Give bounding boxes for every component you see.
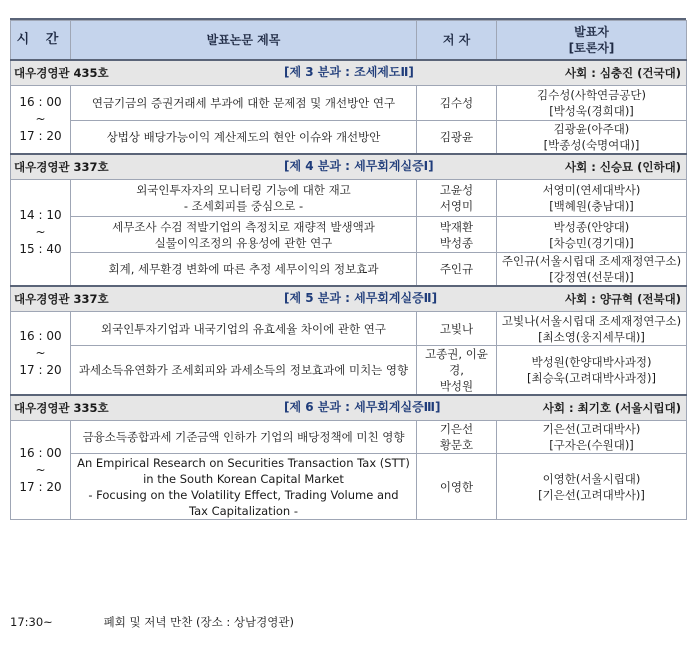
header-row	[11, 21, 687, 61]
paper-title-line: 세무조사 수검 적발기업의 측정치로 재량적 발생액과	[112, 219, 375, 234]
session-title: [제 4 분과 : 세무회계실증Ⅰ]	[284, 159, 434, 173]
presenter-discussant	[497, 217, 687, 253]
session-time-line: 16 : 00	[19, 445, 62, 460]
session-room: 대우경영관 337호	[14, 160, 109, 174]
paper-row	[11, 217, 687, 253]
schedule-body	[11, 60, 687, 520]
header-presenter-line2: [토론자]	[568, 41, 615, 55]
paper-title-line: 외국인투자기업과 내국기업의 유효세율 차이에 관한 연구	[101, 321, 386, 336]
author-name: 박성종	[439, 235, 474, 250]
presenter: 기은선(고려대박사)	[542, 422, 641, 436]
paper-authors	[417, 121, 497, 155]
paper-title	[71, 346, 417, 396]
footer	[10, 614, 294, 630]
paper-title	[71, 421, 417, 454]
author-name: 고빛나	[439, 321, 474, 336]
presenter-discussant	[497, 86, 687, 121]
discussant: [박종성(숙명여대)]	[543, 138, 640, 152]
paper-row	[11, 121, 687, 155]
session-time-line: 14 : 10	[19, 208, 62, 222]
session-chair: 사회 : 심충진 (건국대)	[565, 66, 681, 80]
presenter-discussant	[497, 454, 687, 520]
presenter: 고빛나(서울시립대 조세재정연구소)	[501, 313, 682, 328]
paper-title	[71, 180, 417, 217]
session-header-row	[11, 154, 687, 180]
paper-title-line: in the South Korean Capital Market	[143, 471, 344, 486]
paper-title-line: 회계, 세무환경 변화에 따른 추정 세무이익의 정보효과	[108, 262, 379, 276]
presenter-discussant	[497, 180, 687, 217]
schedule-table	[10, 20, 687, 520]
author-name: 고윤성	[439, 183, 474, 197]
author-name: 기은선	[439, 422, 474, 436]
author-name: 이영한	[439, 479, 474, 494]
author-name: 김광윤	[439, 130, 474, 144]
session-header-inner	[14, 287, 683, 311]
paper-title-line: 실물이익조정의 유용성에 관한 연구	[154, 235, 333, 250]
session-time	[11, 86, 71, 155]
paper-title-line: Tax Capitalization -	[188, 503, 299, 518]
discussant: [백혜원(충남대)]	[549, 199, 634, 213]
session-time-line: 17 : 20	[19, 479, 62, 494]
discussant: [강정연(선문대)]	[549, 270, 634, 284]
author-name: 황문호	[439, 438, 474, 452]
session-header	[11, 154, 687, 180]
footer-text: 폐회 및 저녁 만찬 (장소 : 상남경영관)	[103, 615, 294, 629]
session-time-line: ~	[35, 462, 46, 477]
paper-title-line: 연금기금의 증권거래세 부과에 대한 문제점 및 개선방안 연구	[91, 96, 396, 110]
discussant: [차승민(경기대)]	[549, 235, 634, 250]
session-header	[11, 286, 687, 312]
session-header-inner	[14, 155, 683, 179]
header-presenter	[497, 21, 687, 61]
author-name: 김수성	[439, 96, 474, 110]
author-name: 고종권, 이윤경,	[425, 347, 488, 377]
presenter: 서영미(연세대박사)	[542, 183, 641, 197]
footer-time: 17:30~	[10, 615, 53, 629]
session-time-line: ~	[35, 225, 46, 239]
session-time	[11, 180, 71, 287]
session-chair: 사회 : 양규혁 (전북대)	[565, 292, 681, 306]
paper-row	[11, 253, 687, 287]
paper-title-line: 외국인투자자의 모니터링 기능에 대한 재고	[136, 183, 351, 197]
paper-authors	[417, 180, 497, 217]
presenter: 김수성(사학연금공단)	[537, 88, 646, 102]
author-name: 박성원	[439, 379, 474, 393]
paper-authors	[417, 312, 497, 346]
paper-title-line: 과세소득유연화가 조세회피와 과세소득의 정보효과에 미치는 영향	[78, 363, 409, 377]
paper-title	[71, 86, 417, 121]
header-title: 발표논문 제목	[71, 21, 417, 61]
paper-title	[71, 217, 417, 253]
session-header-row	[11, 286, 687, 312]
presenter-discussant	[497, 312, 687, 346]
session-title: [제 3 분과 : 조세제도Ⅱ]	[284, 65, 414, 79]
header-presenter-line1: 발표자	[574, 25, 609, 39]
discussant: [최승욱(고려대박사과정)]	[526, 371, 657, 385]
paper-row	[11, 421, 687, 454]
session-time-line: 15 : 40	[19, 242, 62, 256]
author-name: 서영미	[439, 199, 474, 213]
session-time-line: 16 : 00	[19, 328, 62, 343]
paper-title-line: 금융소득종합과세 기준금액 인하가 기업의 배당정책에 미친 영향	[82, 430, 405, 444]
session-title: [제 5 분과 : 세무회계실증Ⅱ]	[284, 291, 438, 305]
paper-row	[11, 454, 687, 520]
discussant: [박성욱(경희대)]	[549, 104, 634, 118]
paper-title	[71, 454, 417, 520]
paper-title-line: - 조세회피를 중심으로 -	[183, 199, 304, 213]
session-room: 대우경영관 337호	[14, 292, 109, 306]
session-header-inner	[14, 396, 683, 420]
session-header	[11, 60, 687, 86]
paper-authors	[417, 86, 497, 121]
session-time-line: ~	[35, 112, 46, 126]
paper-title	[71, 312, 417, 346]
presenter: 박성종(안양대)	[553, 219, 630, 234]
session-time-line: 17 : 20	[19, 362, 62, 377]
paper-row	[11, 346, 687, 396]
session-header-row	[11, 60, 687, 86]
paper-authors	[417, 454, 497, 520]
session-header-inner	[14, 61, 683, 85]
discussant: [최소영(웅지세무대)]	[538, 329, 645, 344]
presenter: 김광윤(아주대)	[553, 122, 630, 136]
paper-title	[71, 121, 417, 155]
paper-title-line: - Focusing on the Volatility Effect, Trading Volume and	[88, 487, 399, 502]
header-author: 저 자	[417, 21, 497, 61]
presenter-discussant	[497, 121, 687, 155]
presenter-discussant	[497, 253, 687, 287]
session-header-row	[11, 395, 687, 421]
session-time	[11, 312, 71, 396]
presenter: 이영한(서울시립대)	[542, 471, 641, 486]
session-chair: 사회 : 최기호 (서울시립대)	[542, 401, 681, 415]
paper-authors	[417, 421, 497, 454]
session-header	[11, 395, 687, 421]
schedule-table-wrap	[10, 20, 686, 520]
author-name: 박재환	[439, 219, 474, 234]
session-chair: 사회 : 신승묘 (인하대)	[565, 160, 681, 174]
paper-title	[71, 253, 417, 287]
discussant: [기은선(고려대박사)]	[538, 487, 645, 502]
session-time-line: 16 : 00	[19, 95, 62, 109]
paper-authors	[417, 253, 497, 287]
session-time-line: 17 : 20	[19, 129, 62, 143]
discussant: [구자은(수원대)]	[549, 438, 634, 452]
paper-authors	[417, 346, 497, 396]
paper-row	[11, 86, 687, 121]
header-time: 시 간	[11, 21, 71, 61]
paper-row	[11, 312, 687, 346]
session-room: 대우경영관 435호	[14, 66, 109, 80]
session-title: [제 6 분과 : 세무회계실증Ⅲ]	[284, 400, 441, 414]
author-name: 주인규	[439, 262, 474, 276]
paper-authors	[417, 217, 497, 253]
session-time	[11, 421, 71, 520]
presenter: 주인규(서울시립대 조세재정연구소)	[501, 254, 682, 268]
session-time-line: ~	[35, 345, 46, 360]
session-room: 대우경영관 335호	[14, 401, 109, 415]
presenter-discussant	[497, 346, 687, 396]
paper-title-line: 상법상 배당가능이익 계산제도의 현안 이슈와 개선방안	[106, 130, 381, 144]
presenter-discussant	[497, 421, 687, 454]
presenter: 박성원(한양대박사과정)	[531, 355, 652, 369]
paper-row	[11, 180, 687, 217]
paper-title-line: An Empirical Research on Securities Transaction Tax (STT)	[77, 455, 410, 470]
